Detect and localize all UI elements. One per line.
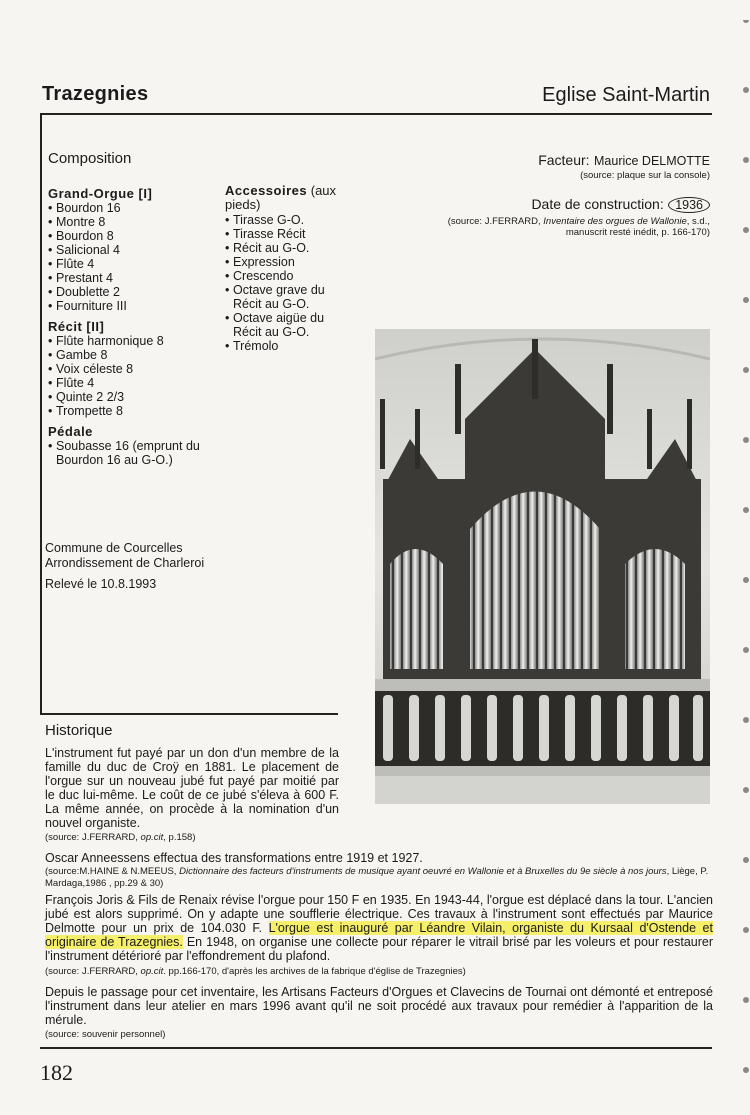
binder-holes-decoration: [738, 20, 750, 1100]
facteur-line: [538, 152, 710, 181]
accessoires-list: [225, 213, 350, 353]
town-title: Trazegnies: [42, 83, 149, 105]
accessoires-title: Accessoires: [225, 183, 308, 198]
historique-p2: Oscar Anneessens effectua des transformations entre 1919 et 1927.: [45, 851, 423, 865]
date-source-line1: (source: J.FERRARD, Inventaire des orgues de Wallonie, s.d.,: [447, 216, 710, 227]
stop-item: • Doublette 2: [48, 285, 228, 299]
footer-rule: [40, 1047, 712, 1049]
stop-item: • Flûte 4: [48, 257, 228, 271]
stop-item: • Quinte 2 2/3: [48, 390, 228, 404]
historique-source-2: (source:M.HAINE & N.MEEUS, Dictionnaire des facteurs d'instruments de musique ayant oeuvré en Wallonie et à Bruxelles du 9e siècle à nos jours, Liège, P. Mardaga,1986 , pp.29 & 30): [45, 866, 709, 889]
stop-item: • Montre 8: [48, 215, 228, 229]
stop-item: • Voix céleste 8: [48, 362, 228, 376]
date-block: [448, 196, 710, 238]
stop-item: • Prestant 4: [48, 271, 228, 285]
pedale-title: Pédale: [48, 424, 93, 439]
commune: Commune de Courcelles: [45, 541, 183, 555]
highlighted-inauguration: L'orgue est inauguré par Léandre Vilain, organiste du Kursaal d'Ostende et originaire de Trazegnies.: [45, 921, 713, 949]
stop-item: • Trompette 8: [48, 404, 228, 418]
stop-item: • Flûte harmonique 8: [48, 334, 228, 348]
pedale-stops: [48, 439, 218, 467]
recit-stops: [48, 334, 228, 418]
stop-item: • Soubasse 16 (emprunt du Bourdon 16 au G-O.): [48, 439, 218, 467]
facteur-label: Facteur:: [538, 152, 590, 168]
stop-item: • Fourniture III: [48, 299, 228, 313]
historique-p3: François Joris & Fils de Renaix révise l'orgue pour 150 F en 1935. En 1943-44, l'orgue est déplacé dans la tour. L'ancien jubé est alors supprimé. On y adapte une soufflerie électrique. Ces travaux à l'instrument sont effectués par Maurice Delmotte pour un prix de 104.030 F. L'orgue est inauguré par Léandre Vilain, organiste du Kursaal d'Ostende et originaire de Trazegnies. En 1948, on organise une collecte pour réparer le vitrail brisé par les voleurs et pour restaurer l'instrument détérioré par l'effondrement du plafond.: [45, 893, 713, 963]
accessory-item: • Octave grave du Récit au G-O.: [225, 283, 350, 311]
accessory-item: • Tirasse G-O.: [225, 213, 350, 227]
grand-orgue-block: [48, 182, 228, 467]
historique-heading: Historique: [45, 722, 113, 739]
historique-p4: Depuis le passage pour cet inventaire, les Artisans Facteurs d'Orgues et Clavecins de Tournai ont démonté et entreposé l'instrument dans leur atelier en mars 1996 avant qu'il ne soit procédé aux travaux pour remédier à l'apparition de la mérule.: [45, 985, 713, 1027]
location-block: [45, 541, 204, 592]
facteur-source: (source: plaque sur la console): [580, 170, 710, 181]
header-rule: [40, 113, 712, 115]
grand-orgue-stops: [48, 201, 228, 313]
date-source-line2: manuscrit resté inédit, p. 166-170): [565, 227, 710, 238]
accessoires-block: [225, 184, 350, 353]
accessoires-suffix: (aux pieds): [225, 183, 337, 212]
accessory-item: • Expression: [225, 255, 350, 269]
accessory-item: • Tirasse Récit: [225, 227, 350, 241]
releve-date: Relevé le 10.8.1993: [45, 577, 157, 591]
stop-item: • Gambe 8: [48, 348, 228, 362]
organ-photo: [375, 329, 710, 804]
stop-item: • Bourdon 8: [48, 229, 228, 243]
stop-item: • Bourdon 16: [48, 201, 228, 215]
recit-title: Récit [II]: [48, 319, 105, 334]
arrondissement: Arrondissement de Charleroi: [45, 556, 205, 570]
date-year: 1936: [668, 197, 710, 213]
accessory-item: • Octave aigüe du Récit au G-O.: [225, 311, 350, 339]
historique-p1: L'instrument fut payé par un don d'un membre de la famille du duc de Croÿ en 1881. Le placement de l'orgue sur un nouveau jubé fut payé par moitié par le duc lui-même. Le coût de ce jubé s'éleva à 600 F. La même année, on procède à la nomination d'un nouvel organiste.: [45, 746, 339, 830]
organ-case-illustration: [375, 329, 710, 804]
accessory-item: • Récit au G-O.: [225, 241, 350, 255]
date-label: Date de construction:: [531, 196, 664, 212]
historique-source-3: (source: J.FERRARD, op.cit. pp.166-170, d'après les archives de la fabrique d'église de Trazegnies): [45, 966, 466, 977]
accessory-item: • Crescendo: [225, 269, 350, 283]
composition-heading: Composition: [48, 150, 132, 167]
historique-source-1: (source: J.FERRARD, op.cit, p.158): [45, 832, 196, 843]
grand-orgue-title: Grand-Orgue [I]: [48, 186, 153, 201]
page-number: 182: [40, 1060, 73, 1085]
stop-item: • Salicional 4: [48, 243, 228, 257]
accessory-item: • Trémolo: [225, 339, 350, 353]
historique-source-4: (source: souvenir personnel): [45, 1029, 166, 1040]
stop-item: • Flûte 4: [48, 376, 228, 390]
left-vertical-rule: [40, 115, 42, 715]
historique-rule: [40, 713, 338, 715]
church-title: Eglise Saint-Martin: [542, 84, 710, 106]
facteur-name: Maurice DELMOTTE: [594, 154, 710, 168]
